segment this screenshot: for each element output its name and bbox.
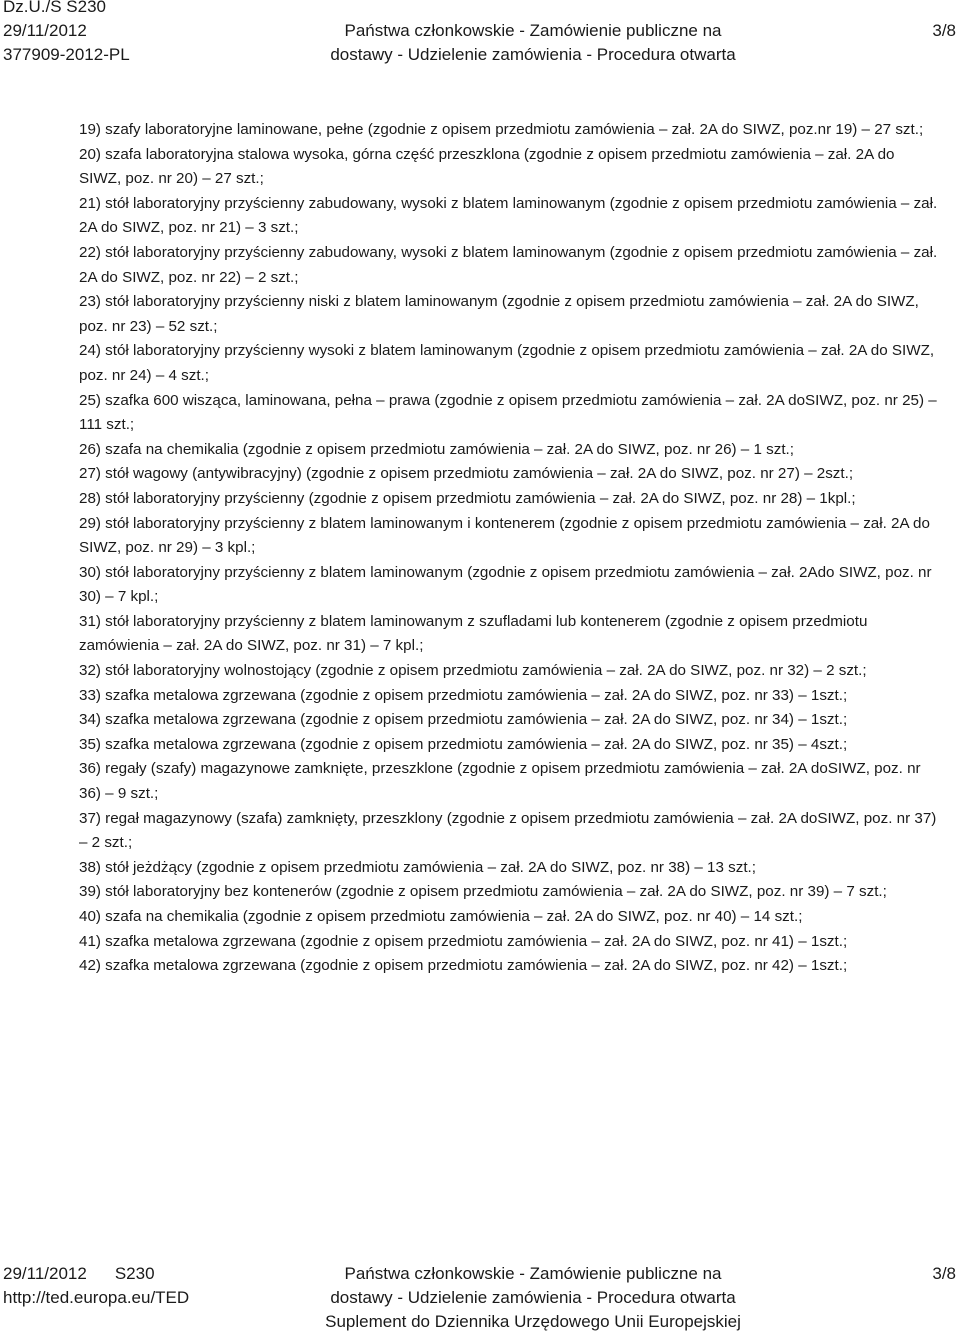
footer-series: S230 [114,1264,155,1283]
list-item: 35) szafka metalowa zgrzewana (zgodnie z opisem przedmiotu zamówienia – zał. 2A do SIWZ, poz. nr 35) – 4szt.; [79,735,848,753]
list-item: 25) szafka 600 wisząca, laminowana, pełna – prawa (zgodnie z opisem przedmiotu zamówienia – zał. 2A doSIWZ, poz. nr 25) – 111 szt.; [79,391,937,434]
header-title-line-1: Państwa członkowskie - Zamówienie publiczne na [344,21,722,40]
notice-id: 377909-2012-PL [3,45,130,64]
header-left [3,0,130,67]
list-item: 34) szafka metalowa zgrzewana (zgodnie z opisem przedmiotu zamówienia – zał. 2A do SIWZ, poz. nr 34) – 1szt.; [79,711,848,729]
footer-title-line-2: dostawy - Udzielenie zamówienia - Procedura otwarta [330,1288,736,1307]
footer-title-line-1: Państwa członkowskie - Zamówienie publiczne na [344,1264,722,1283]
header-title-line-2: dostawy - Udzielenie zamówienia - Procedura otwarta [330,45,736,64]
footer-date-series [3,1262,189,1286]
item-list [79,118,939,979]
page-footer [0,1262,960,1334]
list-item: 39) stół laboratoryjny bez kontenerów (zgodnie z opisem przedmiotu zamówienia – zał. 2A do SIWZ, poz. nr 39) – 7 szt.; [79,883,887,901]
list-item: 32) stół laboratoryjny wolnostojący (zgodnie z opisem przedmiotu zamówienia – zał. 2A do SIWZ, poz. nr 32) – 2 szt.; [79,662,867,680]
list-item: 33) szafka metalowa zgrzewana (zgodnie z opisem przedmiotu zamówienia – zał. 2A do SIWZ, poz. nr 33) – 1szt.; [79,686,848,704]
list-item: 40) szafa na chemikalia (zgodnie z opisem przedmiotu zamówienia – zał. 2A do SIWZ, poz. nr 40) – 14 szt.; [79,908,803,925]
list-item: 19) szafy laboratoryjne laminowane, pełne (zgodnie z opisem przedmiotu zamówienia – zał. 2A do SIWZ, poz.nr 19) – 27 szt.; [79,121,924,138]
header-title [318,19,748,67]
list-item: 41) szafka metalowa zgrzewana (zgodnie z opisem przedmiotu zamówienia – zał. 2A do SIWZ, poz. nr 41) – 1szt.; [79,932,848,950]
list-item: 30) stół laboratoryjny przyścienny z blatem laminowanym (zgodnie z opisem przedmiotu zamówienia – zał. 2Ado SIWZ, poz. nr 30) – 7 kpl.; [79,563,932,606]
ted-link[interactable]: http://ted.europa.eu/TED [3,1288,190,1307]
header-page-number: 3/8 [932,21,956,40]
footer-title-line-3: Suplement do Dziennika Urzędowego Unii Europejskiej [325,1312,741,1331]
header-date: 29/11/2012 [3,21,87,40]
journal-reference: Dz.U./S S230 [3,0,106,16]
list-item: 23) stół laboratoryjny przyścienny niski z blatem laminowanym (zgodnie z opisem przedmiotu zamówienia – zał. 2A do SIWZ, poz. nr 23) – 52 szt.; [79,293,919,335]
list-item: 38) stół jeżdżący (zgodnie z opisem przedmiotu zamówienia – zał. 2A do SIWZ, poz. nr 38) – 13 szt.; [79,858,756,876]
footer-title [318,1262,748,1334]
footer-date: 29/11/2012 [3,1264,87,1283]
list-item: 20) szafa laboratoryjna stalowa wysoka, górna część przeszklona (zgodnie z opisem przedmiotu zamówienia – zał. 2A do SIWZ, poz. nr 20) – 27 szt.; [79,145,895,188]
footer-page-number: 3/8 [932,1264,956,1283]
list-item: 36) regały (szafy) magazynowe zamknięte, przeszklone (zgodnie z opisem przedmiotu zamówienia – zał. 2A doSIWZ, poz. nr 36) – 9 szt.; [79,760,921,803]
list-item: 22) stół laboratoryjny przyścienny zabudowany, wysoki z blatem laminowanym (zgodnie z opisem przedmiotu zamówienia – zał. 2A do SIWZ, poz. nr 22) – 2 szt.; [79,243,938,286]
list-item: 31) stół laboratoryjny przyścienny z blatem laminowanym z szufladami lub kontenerem (zgodnie z opisem przedmiotu zamówienia – zał. 2A do SIWZ, poz. nr 31) – 7 kpl.; [79,612,868,655]
footer-left [3,1262,189,1310]
list-item: 37) regał magazynowy (szafa) zamknięty, przeszklony (zgodnie z opisem przedmiotu zamówienia – zał. 2A doSIWZ, poz. nr 37) – 2 szt.; [79,809,937,852]
list-item: 42) szafka metalowa zgrzewana (zgodnie z opisem przedmiotu zamówienia – zał. 2A do SIWZ, poz. nr 42) – 1szt.; [79,957,848,975]
list-item: 26) szafa na chemikalia (zgodnie z opisem przedmiotu zamówienia – zał. 2A do SIWZ, poz. nr 26) – 1 szt.; [79,440,794,458]
list-item: 21) stół laboratoryjny przyścienny zabudowany, wysoki z blatem laminowanym (zgodnie z opisem przedmiotu zamówienia – zał. 2A do SIWZ, poz. nr 21) – 3 szt.; [79,194,938,237]
list-item: 29) stół laboratoryjny przyścienny z blatem laminowanym i kontenerem (zgodnie z opisem przedmiotu zamówienia – zał. 2A do SIWZ, poz. nr 29) – 3 kpl.; [79,514,930,557]
list-item: 27) stół wagowy (antywibracyjny) (zgodnie z opisem przedmiotu zamówienia – zał. 2A do SIWZ, poz. nr 27) – 2szt.; [79,465,854,483]
page-header [0,0,960,70]
list-item: 24) stół laboratoryjny przyścienny wysoki z blatem laminowanym (zgodnie z opisem przedmiotu zamówienia – zał. 2A do SIWZ, poz. nr 24) – 4 szt.; [79,342,935,384]
list-item: 28) stół laboratoryjny przyścienny (zgodnie z opisem przedmiotu zamówienia – zał. 2A do SIWZ, poz. nr 28) – 1kpl.; [79,489,856,507]
